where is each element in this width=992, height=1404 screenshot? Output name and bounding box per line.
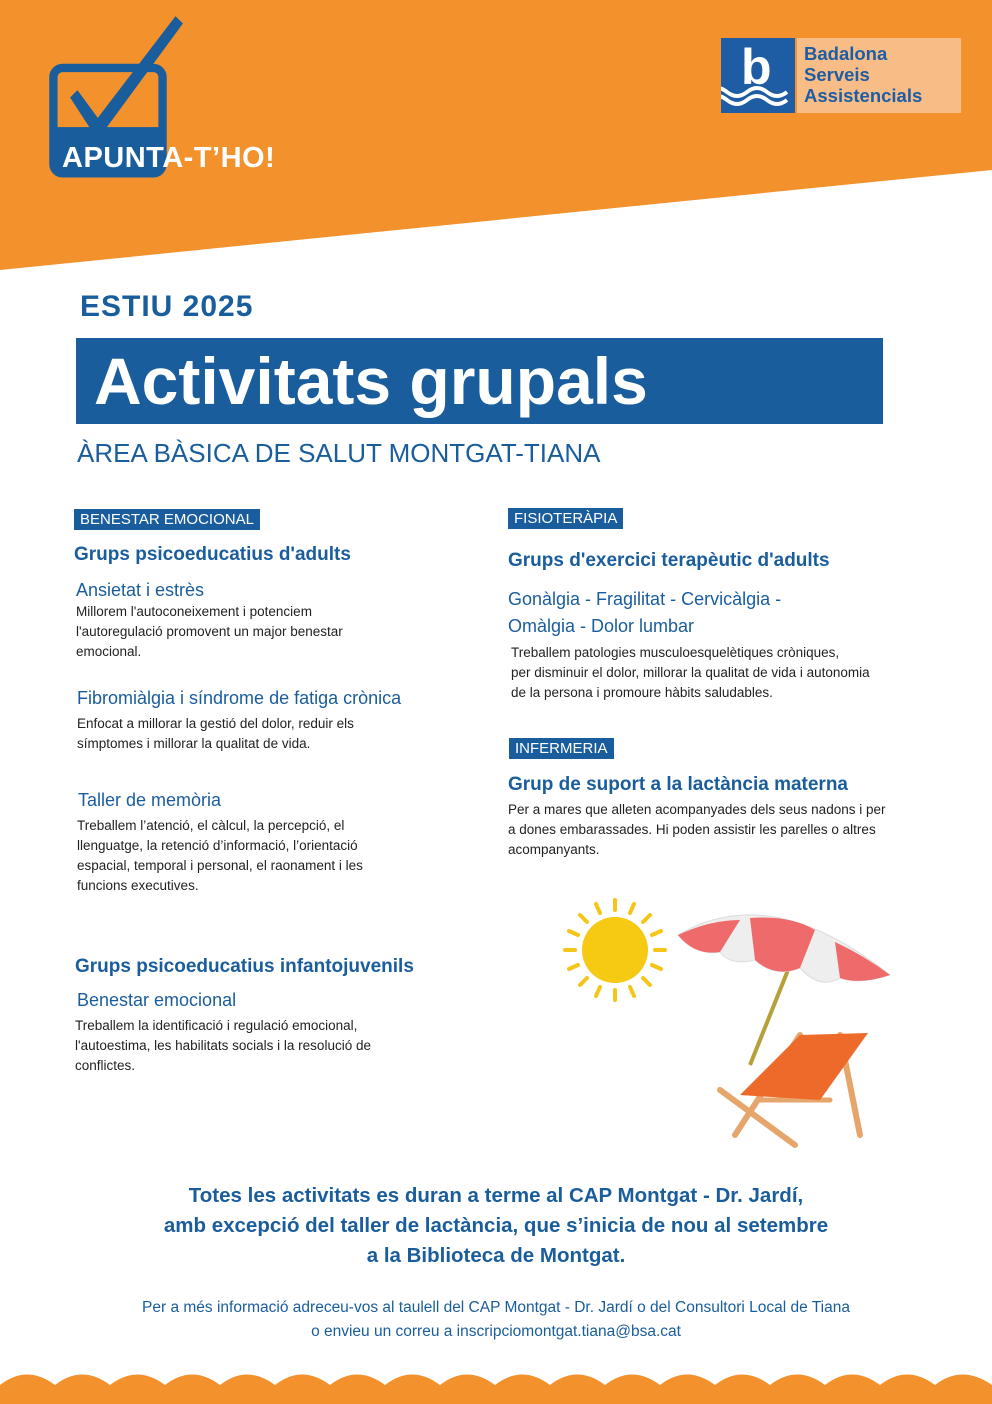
desc-line: l'autoestima, les habilitats socials i la resolució de bbox=[75, 1038, 371, 1053]
desc-line: acompanyants. bbox=[508, 842, 600, 857]
desc-line: Millorem l'autoconeixement i potenciem bbox=[76, 604, 312, 619]
item-desc-taller-memoria bbox=[77, 816, 363, 896]
group-title-lactancia: Grup de suport a la lactància materna bbox=[508, 774, 848, 795]
desc-line: conflictes. bbox=[75, 1058, 136, 1073]
logo-line-3: Assistencials bbox=[804, 85, 923, 106]
desc-line: funcions executives. bbox=[77, 878, 199, 893]
tag-fisioterapia: FISIOTERÀPIA bbox=[508, 508, 623, 529]
area-subtitle: ÀREA BÀSICA DE SALUT MONTGAT-TIANA bbox=[77, 438, 601, 468]
desc-line: símptomes i millorar la qualitat de vida. bbox=[77, 736, 311, 751]
fisio-desc bbox=[511, 643, 870, 703]
conditions-line: Gonàlgia - Fragilitat - Cervicàlgia - bbox=[508, 589, 782, 609]
desc-line: a dones embarassades. Hi poden assistir les parelles o altres bbox=[508, 822, 876, 837]
item-title-ansietat: Ansietat i estrès bbox=[76, 580, 205, 600]
page-title: Activitats grupals bbox=[94, 344, 648, 418]
notice-line: amb excepció del taller de lactància, que s’inicia de nou al setembre bbox=[163, 1214, 829, 1237]
desc-line: Per a mares que alleten acompanyades dels seus nadons i per bbox=[508, 802, 886, 817]
desc-line: llenguatge, la retenció d’informació, l’orientació bbox=[77, 838, 358, 853]
location-notice bbox=[40, 1181, 952, 1271]
tag-benestar-emocional: BENESTAR EMOCIONAL bbox=[74, 509, 260, 530]
desc-line: espacial, temporal i personal, el raonament i les bbox=[77, 858, 363, 873]
info-line-email[interactable]: o envieu un correu a inscripciomontgat.tiana@bsa.cat bbox=[311, 1323, 681, 1340]
group-title-exercici: Grups d'exercici terapèutic d'adults bbox=[508, 550, 830, 571]
beach-illustration bbox=[560, 890, 910, 1150]
group-title-adults: Grups psicoeducatius d'adults bbox=[74, 544, 351, 565]
lactancia-desc bbox=[508, 800, 885, 860]
bsa-logo bbox=[721, 38, 961, 113]
desc-line: Treballem la identificació i regulació emocional, bbox=[75, 1018, 358, 1033]
desc-line: Treballem patologies musculoesquelètiques cròniques, bbox=[511, 645, 840, 660]
logo-line-2: Serveis bbox=[804, 64, 870, 85]
desc-line: Treballem l’atenció, el càlcul, la percepció, el bbox=[77, 818, 345, 833]
tag-infermeria: INFERMERIA bbox=[509, 738, 614, 759]
desc-line: per disminuir el dolor, millorar la qualitat de vida i autonomia bbox=[511, 665, 870, 680]
item-title-benestar-emocional: Benestar emocional bbox=[77, 990, 237, 1010]
notice-line: Totes les activitats es duran a terme al CAP Montgat - Dr. Jardí, bbox=[188, 1184, 804, 1207]
badge-text: APUNTA-T’HO! bbox=[62, 142, 276, 174]
conditions-line: Omàlgia - Dolor lumbar bbox=[508, 616, 695, 636]
fisio-conditions bbox=[508, 586, 781, 640]
notice-line: a la Biblioteca de Montgat. bbox=[366, 1244, 626, 1267]
info-line: Per a més informació adreceu-vos al taulell del CAP Montgat - Dr. Jardí o del Consultori Local de Tiana bbox=[142, 1299, 850, 1316]
sun-icon bbox=[565, 900, 665, 1000]
desc-line: emocional. bbox=[76, 644, 142, 659]
deck-chair-icon bbox=[720, 1033, 868, 1145]
logo-line-1: Badalona bbox=[804, 43, 888, 64]
logo-mark bbox=[721, 38, 795, 113]
contact-info bbox=[40, 1296, 952, 1344]
desc-line: Enfocat a millorar la gestió del dolor, reduir els bbox=[77, 716, 354, 731]
desc-line: l'autoregulació promovent un major benestar bbox=[76, 624, 343, 639]
logo-letter: b bbox=[741, 39, 772, 95]
item-desc-ansietat bbox=[76, 602, 343, 662]
desc-line: de la persona i promoure hàbits saludables. bbox=[511, 685, 773, 700]
season-heading: ESTIU 2025 bbox=[80, 290, 254, 323]
item-desc-fibromialgia bbox=[77, 714, 354, 754]
bottom-wave bbox=[0, 1375, 992, 1404]
item-title-fibromialgia: Fibromiàlgia i síndrome de fatiga crònica bbox=[77, 688, 402, 708]
group-title-infantojuvenils: Grups psicoeducatius infantojuvenils bbox=[75, 956, 414, 977]
item-title-taller-memoria: Taller de memòria bbox=[78, 790, 222, 810]
item-desc-benestar-emocional bbox=[75, 1016, 371, 1076]
